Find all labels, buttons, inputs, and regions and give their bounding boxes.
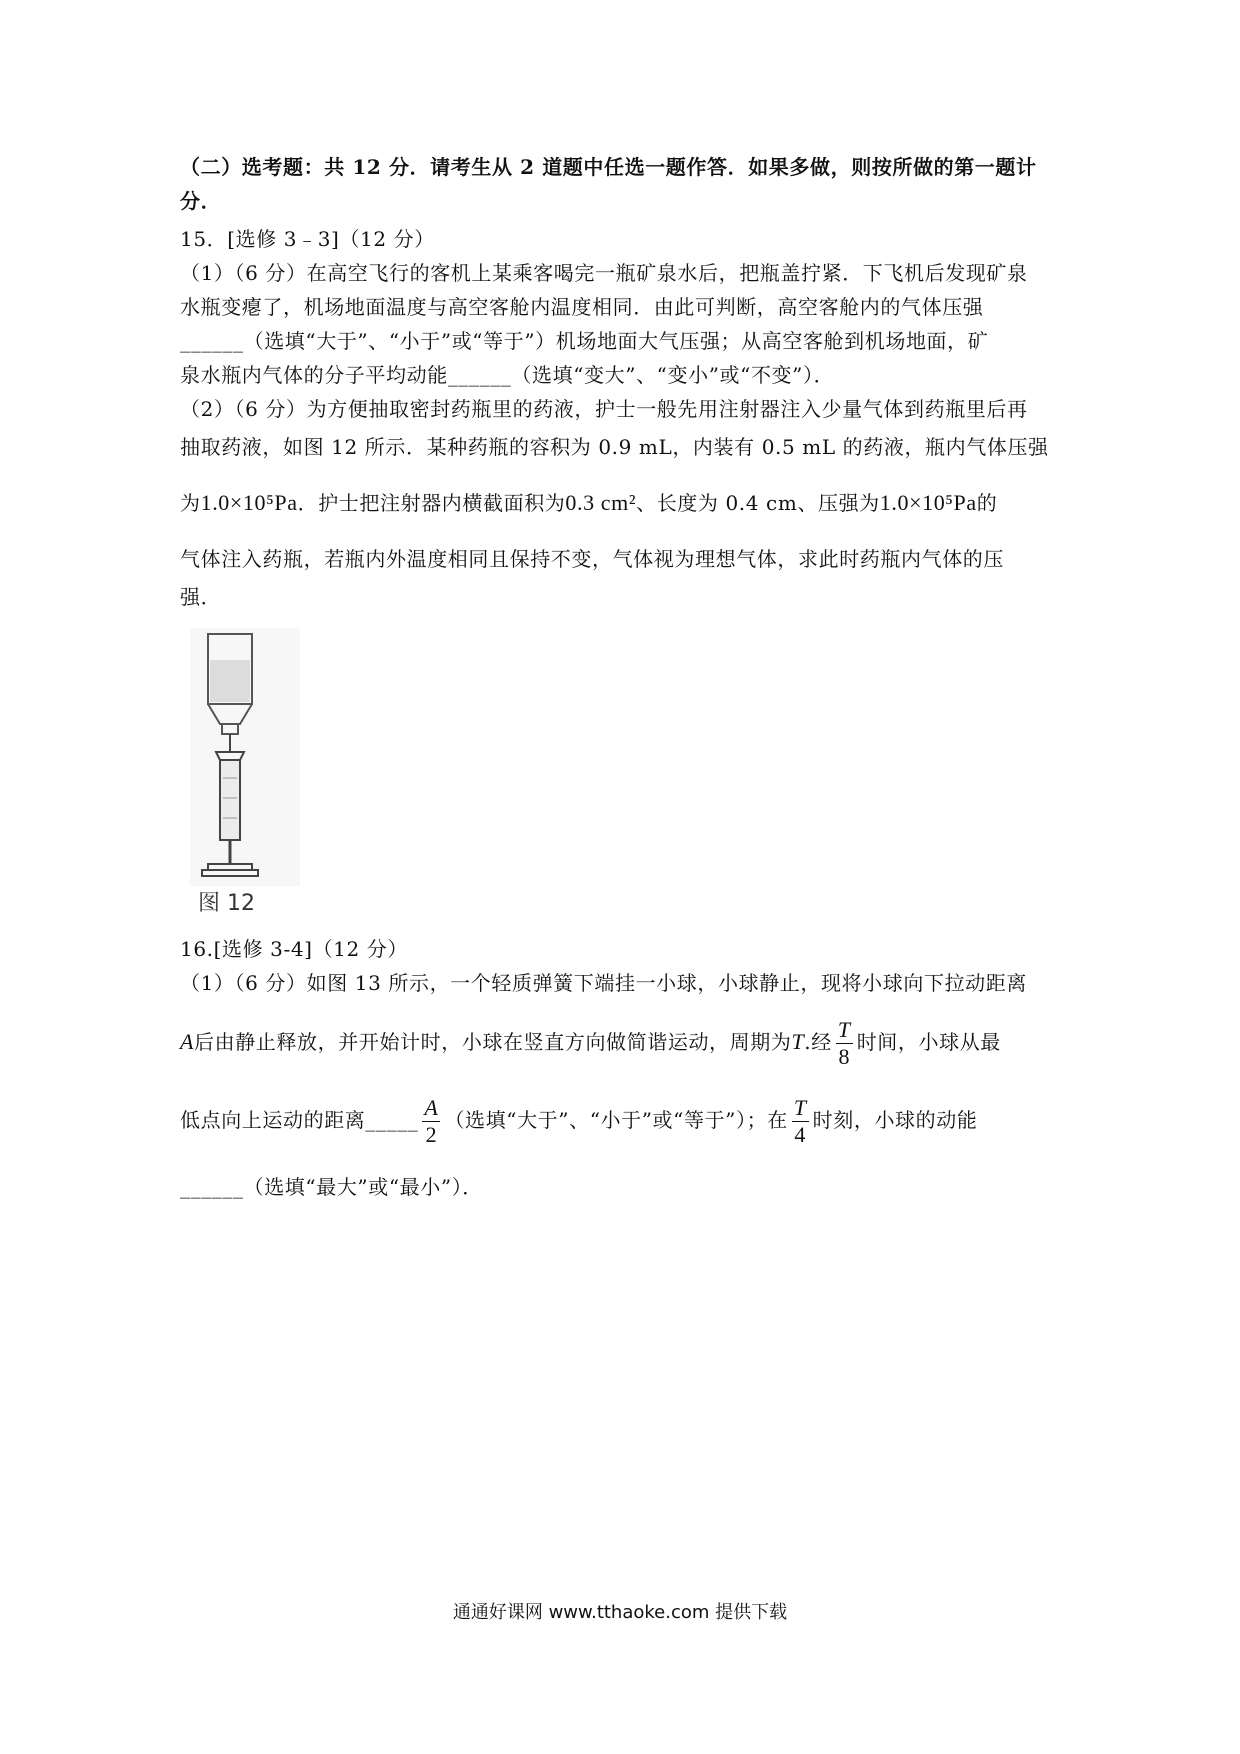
- answer-blank: ______: [180, 329, 244, 353]
- fraction-A-over-2: [422, 1096, 440, 1147]
- q15-part1-line2: 水瓶变瘪了，机场地面温度与高空客舱内温度相同．由此可判断，高空客舱内的气体压强: [180, 295, 984, 319]
- q16-part1-line4-text: （选填“最大”或“最小”）．: [243, 1175, 483, 1199]
- section-header-line1: （二）选考题：共 12 分．请考生从 2 道题中任选一题作答．如果多做，则按所做的第一题计: [180, 155, 1037, 179]
- fraction-numerator: T: [793, 1095, 807, 1120]
- q16-part1-line3-text-a: 低点向上运动的距离: [180, 1108, 366, 1132]
- q15-part2-line3-text-d: 的: [976, 491, 998, 515]
- q16-part1-line4: [180, 1170, 1070, 1204]
- fraction-denominator: 4: [794, 1122, 807, 1147]
- medicine-bottle-syringe-figure-icon: [190, 628, 300, 886]
- fraction-T-over-8: [836, 1018, 853, 1069]
- answer-blank: ______: [180, 1175, 244, 1199]
- variable-T: T: [791, 1029, 805, 1054]
- area-value: 0.3 cm²: [565, 490, 637, 515]
- fraction-numerator: T: [837, 1017, 851, 1042]
- q16-part1-line2-text-c: 时间，小球从最: [856, 1030, 1001, 1054]
- q15-part2-line3-text-b: ．护士把注射器内横截面积为: [297, 491, 566, 515]
- pressure-value-2: 1.0×10⁵Pa: [879, 490, 977, 515]
- q15-part2-line3-text-c: 、长度为 0.4 cm、压强为: [636, 491, 880, 515]
- page-footer: 通通好课网 www.tthaoke.com 提供下载: [452, 1602, 788, 1623]
- q15-part2-line4: 气体注入药瓶，若瓶内外温度相同且保持不变，气体视为理想气体，求此时药瓶内气体的压: [180, 547, 1004, 571]
- q16-part1-line3: [180, 1092, 1070, 1148]
- pressure-value-1: 1.0×10⁵Pa: [200, 490, 298, 515]
- fraction-denominator: 2: [425, 1122, 438, 1147]
- variable-A: A: [180, 1029, 195, 1054]
- q15-part1-line3-text: （选填“大于”、“小于”或“等于”）机场地面大气压强；从高空客舱到机场地面，矿: [243, 329, 989, 353]
- q16-part1-line3-text-c: 时刻，小球的动能: [812, 1108, 978, 1132]
- q15-part2-line1: （2）（6 分）为方便抽取密封药瓶里的药液，护士一般先用注射器注入少量气体到药瓶里后再: [180, 397, 1028, 421]
- q15-title: 15．[选修 3﹣3]（12 分）: [180, 227, 435, 251]
- q16-part1-line3-text-b: （选填“大于”、“小于”或“等于”）；在: [444, 1108, 788, 1132]
- q15-part2-line3: [180, 486, 1070, 520]
- q15-part1-line1: （1）（6 分）在高空飞行的客机上某乘客喝完一瓶矿泉水后，把瓶盖拧紧．下飞机后发现矿泉: [180, 261, 1028, 285]
- fraction-denominator: 8: [838, 1044, 851, 1069]
- fraction-numerator: A: [424, 1095, 439, 1120]
- q15-part2-line3-text-a: 为: [180, 491, 201, 515]
- q16-part1-line2-text-a: 后由静止释放，并开始计时，小球在竖直方向做简谐运动，周期为: [194, 1030, 792, 1054]
- q15-part1-line4-text-b: （选填“变大”、“变小”或“不变”）．: [511, 363, 835, 387]
- figure-12: [190, 628, 300, 918]
- q16-title: 16.[选修 3-4]（12 分）: [180, 937, 408, 961]
- section-header-line2: 分．: [180, 189, 222, 213]
- q16-part1-line1: （1）（6 分）如图 13 所示，一个轻质弹簧下端挂一小球，小球静止，现将小球向下拉动距离: [180, 971, 1027, 995]
- q15-part1-line3: [180, 324, 1070, 358]
- fraction-T-over-4: [792, 1096, 809, 1147]
- q15-part2-line2: 抽取药液，如图 12 所示．某种药瓶的容积为 0.9 mL，内装有 0.5 mL 的药液，瓶内气体压强: [180, 435, 1049, 459]
- exam-page: [180, 150, 1070, 1204]
- q16-part1-line2: [180, 1014, 1070, 1070]
- answer-blank: ______: [447, 363, 512, 387]
- q16-part1-line2-text-b: .经: [804, 1030, 832, 1054]
- figure-12-caption: 图 12: [198, 891, 255, 916]
- q15-part1-line4-text-a: 泉水瓶内气体的分子平均动能: [180, 363, 448, 387]
- answer-blank: _____: [365, 1108, 419, 1132]
- q15-part1-line4: [180, 358, 1070, 392]
- q15-part2-line5: 强．: [180, 585, 222, 609]
